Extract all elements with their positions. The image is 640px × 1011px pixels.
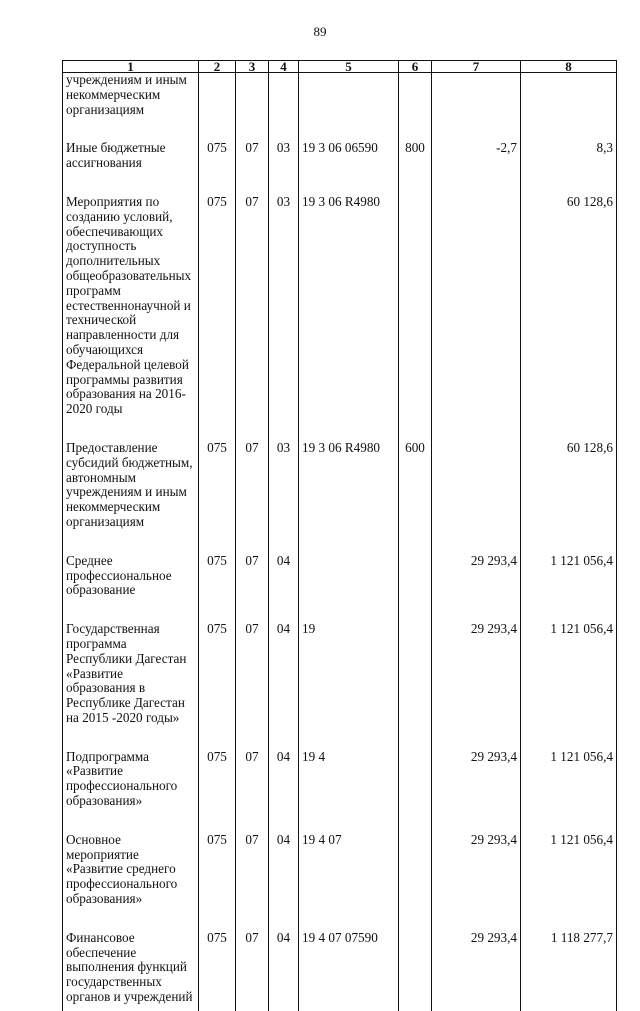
- cell: 60 128,6: [521, 193, 617, 439]
- page-number: 89: [313, 24, 327, 39]
- cell: 07: [236, 552, 269, 620]
- column-header: 2: [199, 61, 236, 73]
- row-name-cell: Подпрограмма «Развитие профессионального образования»: [63, 748, 199, 831]
- cell: -2,7: [432, 139, 521, 193]
- cell: 19 4: [299, 748, 399, 831]
- row-name-cell: Предоставление субсидий бюджетным, автономным учреждениям и иным некоммерческим организациям: [63, 439, 199, 552]
- column-header: 3: [236, 61, 269, 73]
- cell: 29 293,4: [432, 552, 521, 620]
- cell: 60 128,6: [521, 439, 617, 552]
- column-header: 4: [269, 61, 299, 73]
- cell: 07: [236, 929, 269, 1011]
- cell: 29 293,4: [432, 748, 521, 831]
- column-header: 8: [521, 61, 617, 73]
- cell: [521, 73, 617, 140]
- row-name-cell: Государственная программа Республики Дагестан «Развитие образования в Республике Дагестан на 2015 -2020 годы»: [63, 620, 199, 748]
- table-row: [63, 552, 617, 620]
- cell: [199, 73, 236, 140]
- cell: 03: [269, 139, 299, 193]
- cell: [399, 73, 432, 140]
- column-header: 5: [299, 61, 399, 73]
- cell: 075: [199, 552, 236, 620]
- cell: 1 121 056,4: [521, 831, 617, 929]
- cell: 07: [236, 620, 269, 748]
- table-row: [63, 620, 617, 748]
- table-row: [63, 193, 617, 439]
- cell: [299, 73, 399, 140]
- table-header-row: [63, 61, 617, 73]
- column-header: 1: [63, 61, 199, 73]
- cell: 19 3 06 06590: [299, 139, 399, 193]
- cell: 19 3 06 R4980: [299, 439, 399, 552]
- row-name-cell: Финансовое обеспечение выполнения функций государственных органов и учреждений: [63, 929, 199, 1011]
- cell: 075: [199, 929, 236, 1011]
- table-row: [63, 439, 617, 552]
- cell: 03: [269, 439, 299, 552]
- cell: 03: [269, 193, 299, 439]
- cell: [399, 929, 432, 1011]
- cell: 075: [199, 620, 236, 748]
- cell: [399, 620, 432, 748]
- cell: 19 4 07 07590: [299, 929, 399, 1011]
- cell: 04: [269, 748, 299, 831]
- column-header: 6: [399, 61, 432, 73]
- cell: 075: [199, 439, 236, 552]
- cell: [399, 831, 432, 929]
- cell: [236, 73, 269, 140]
- cell: 1 121 056,4: [521, 748, 617, 831]
- cell: 29 293,4: [432, 929, 521, 1011]
- cell: 07: [236, 193, 269, 439]
- row-name-cell: Мероприятия по созданию условий, обеспечивающих доступность дополнительных общеобразовательных программ естественнонаучной и технической направленности для обучающихся Федеральной целевой программы развития образования на 2016-2020 годы: [63, 193, 199, 439]
- cell: [269, 73, 299, 140]
- budget-table: [62, 60, 617, 1011]
- cell: 07: [236, 439, 269, 552]
- cell: 075: [199, 139, 236, 193]
- cell: 19 3 06 R4980: [299, 193, 399, 439]
- table-row: [63, 929, 617, 1011]
- cell: 07: [236, 748, 269, 831]
- cell: [432, 193, 521, 439]
- cell: 07: [236, 139, 269, 193]
- cell: 8,3: [521, 139, 617, 193]
- row-name-cell: Иные бюджетные ассигнования: [63, 139, 199, 193]
- cell: [399, 552, 432, 620]
- cell: 29 293,4: [432, 620, 521, 748]
- row-name-cell: учреждениям и иным некоммерческим организациям: [63, 73, 199, 140]
- cell: [432, 73, 521, 140]
- cell: 1 121 056,4: [521, 620, 617, 748]
- table-row: [63, 139, 617, 193]
- cell: 19 4 07: [299, 831, 399, 929]
- cell: 04: [269, 929, 299, 1011]
- cell: 29 293,4: [432, 831, 521, 929]
- cell: [432, 439, 521, 552]
- row-name-cell: Среднее профессиональное образование: [63, 552, 199, 620]
- cell: 1 121 056,4: [521, 552, 617, 620]
- cell: [399, 748, 432, 831]
- cell: 07: [236, 831, 269, 929]
- table-row: [63, 73, 617, 140]
- cell: 075: [199, 831, 236, 929]
- cell: 800: [399, 139, 432, 193]
- column-header: 7: [432, 61, 521, 73]
- table-row: [63, 831, 617, 929]
- cell: 075: [199, 193, 236, 439]
- cell: [399, 193, 432, 439]
- cell: [299, 552, 399, 620]
- cell: 075: [199, 748, 236, 831]
- row-name-cell: Основное мероприятие «Развитие среднего профессионального образования»: [63, 831, 199, 929]
- cell: 19: [299, 620, 399, 748]
- cell: 04: [269, 620, 299, 748]
- cell: 04: [269, 831, 299, 929]
- cell: 04: [269, 552, 299, 620]
- cell: 1 118 277,7: [521, 929, 617, 1011]
- table-row: [63, 748, 617, 831]
- cell: 600: [399, 439, 432, 552]
